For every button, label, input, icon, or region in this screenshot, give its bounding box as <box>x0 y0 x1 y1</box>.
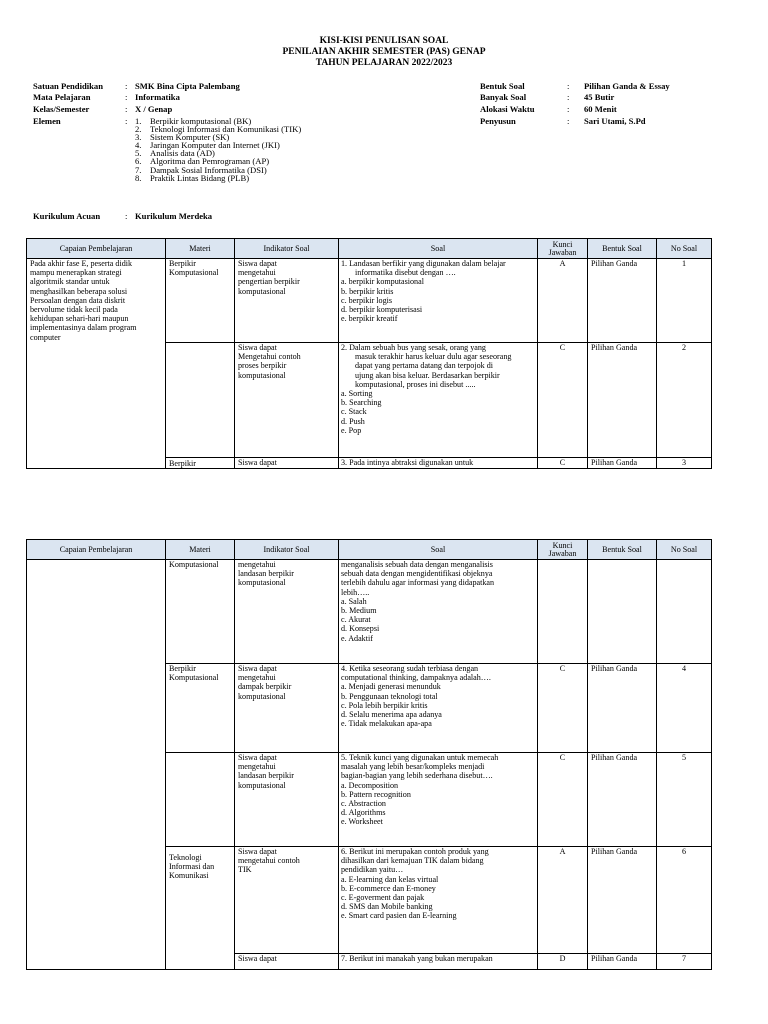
kunci-cell <box>538 560 588 664</box>
table-row <box>27 259 712 343</box>
elemen-number: 1. <box>135 116 142 126</box>
cp-cell <box>27 560 166 970</box>
soal-line: informatika disebut dengan …. <box>355 268 456 278</box>
soal-cell <box>339 259 538 343</box>
cell-line: komputasional <box>238 578 286 588</box>
cell-line: komputasional <box>238 286 286 296</box>
kunci-cell: C <box>538 753 588 847</box>
soal-line: ujung akan bisa keluar. Berdasarkan berpikir <box>355 370 500 380</box>
bentuk-cell: Pilihan Ganda <box>588 664 657 753</box>
soal-line: c. Abstraction <box>341 799 386 809</box>
col-indikator: Indikator Soal <box>235 239 339 259</box>
cell-line: Siswa dapat <box>238 458 277 467</box>
materi-cell <box>166 954 235 970</box>
elemen-text: Dampak Sosial Informatika (DSI) <box>150 164 267 175</box>
soal-line: b. Penggunaan teknologi total <box>341 691 438 701</box>
elemen-number: 5. <box>135 148 142 159</box>
meta-satuan-label: Satuan Pendidikan <box>33 81 103 91</box>
soal-line: computational thinking, dampaknya adalah…. <box>341 673 491 683</box>
soal-line: menganalisis sebuah data dengan menganalisis <box>341 560 493 569</box>
soal-cell <box>339 847 538 954</box>
cell-line: computer <box>30 332 61 342</box>
materi-cell <box>166 753 235 847</box>
soal-cell <box>339 560 538 664</box>
cell-line: Informasi dan <box>169 862 215 872</box>
soal-line: 1. Landasan berfikir yang digunakan dalam belajar <box>341 259 506 268</box>
kisi-table-1 <box>26 238 712 469</box>
bentuk-cell: Pilihan Ganda <box>588 847 657 954</box>
elemen-number: 7. <box>135 164 142 175</box>
no-cell: 1 <box>657 259 712 343</box>
soal-line: a. E-learning dan kelas virtual <box>341 874 439 884</box>
soal-line: 6. Berikut ini merupakan contoh produk yang <box>341 847 489 856</box>
soal-line: e. Pop <box>341 425 362 435</box>
cell-line: dampak berpikir <box>238 682 292 692</box>
cell-line: proses berpikir <box>238 361 287 371</box>
kunci-cell: C <box>538 458 588 469</box>
elemen-number: 6. <box>135 156 142 167</box>
soal-line: komputasional, proses ini disebut ..... <box>355 379 476 389</box>
kunci-cell: D <box>538 954 588 970</box>
soal-line: sebuah data dengan mengidentifikasi objeknya <box>341 569 493 579</box>
col-kunci: Kunci Jawaban <box>538 540 588 560</box>
soal-line: a. Salah <box>341 596 367 606</box>
meta-mapel-label: Mata Pelajaran <box>33 92 91 102</box>
indikator-cell <box>235 664 339 753</box>
cell-line: Berpikir <box>169 664 196 673</box>
soal-cell <box>339 664 538 753</box>
cell-line: kehidupan sehari-hari maupun <box>30 314 129 324</box>
no-cell: 7 <box>657 954 712 970</box>
elemen-number: 3. <box>135 132 142 143</box>
soal-cell <box>339 753 538 847</box>
kunci-cell: A <box>538 847 588 954</box>
indikator-cell <box>235 847 339 954</box>
soal-line: 7. Berikut ini manakah yang bukan merupakan <box>341 954 493 963</box>
cell-line: Komputasional <box>169 673 219 683</box>
soal-line: c. E-goverment dan pajak <box>341 893 425 903</box>
cell-line: Mengetahui contoh <box>238 352 301 362</box>
soal-line: c. berpikir logis <box>341 295 393 305</box>
soal-line: e. Tidak melakukan apa-apa <box>341 719 432 729</box>
cell-line: landasan berpikir <box>238 569 294 579</box>
kisi-table-2 <box>26 539 712 970</box>
soal-line: lebih….. <box>341 587 370 597</box>
elemen-number: 8. <box>135 172 142 183</box>
no-cell: 3 <box>657 458 712 469</box>
cell-line: komputasional <box>238 780 286 790</box>
cell-line: Siswa dapat <box>238 664 277 673</box>
cell-line: implementasinya dalam program <box>30 323 137 333</box>
cell-line: Teknologi <box>169 853 202 862</box>
soal-line: b. E-commerce dan E-money <box>341 883 436 893</box>
col-materi: Materi <box>166 540 235 560</box>
soal-line: dapat yang pertama datang dan terpojok di <box>355 361 493 371</box>
cell-line: Komunikasi <box>169 871 209 881</box>
table-header-row <box>27 239 712 259</box>
soal-line: c. Stack <box>341 407 367 417</box>
doc-title-2: PENILAIAN AKHIR SEMESTER (PAS) GENAP <box>282 47 486 57</box>
kunci-cell: A <box>538 259 588 343</box>
elemen-text: Sistem Komputer (SK) <box>150 132 230 143</box>
soal-line: e. Adaktif <box>341 633 373 643</box>
col-materi: Materi <box>166 239 235 259</box>
soal-line: d. Algorithms <box>341 808 386 818</box>
indikator-cell <box>235 753 339 847</box>
elemen-number: 2. <box>135 124 142 135</box>
meta-banyak-label: Banyak Soal <box>480 92 527 102</box>
col-no: No Soal <box>657 239 712 259</box>
cell-line: Pada akhir fase E, peserta didik <box>30 259 133 268</box>
meta-alokasi-label: Alokasi Waktu <box>480 104 535 114</box>
elemen-text: Algoritma dan Pemrograman (AP) <box>150 156 270 167</box>
cell-line: TIK <box>238 865 252 875</box>
materi-cell <box>166 560 235 664</box>
meta-kurikulum-label: Kurikulum Acuan <box>33 211 101 221</box>
soal-line: d. Push <box>341 416 365 426</box>
doc-title-1: KISI-KISI PENULISAN SOAL <box>319 36 449 46</box>
materi-cell <box>166 259 235 343</box>
no-cell: 6 <box>657 847 712 954</box>
cell-line: menghasilkan beberapa solusi <box>30 286 128 296</box>
indikator-cell <box>235 458 339 469</box>
meta-alokasi-value: 60 Menit <box>584 104 617 114</box>
cell-line: mengetahui <box>238 560 276 569</box>
elemen-text: Analisis data (AD) <box>150 148 215 159</box>
soal-line: d. Konsepsi <box>341 624 380 634</box>
soal-line: terlebih dahulu agar informasi yang didapatkan <box>341 578 495 588</box>
meta-elemen-label: Elemen <box>33 116 61 126</box>
soal-line: 2. Dalam sebuah bus yang sesak, orang yang <box>341 343 486 352</box>
meta-bentuk-value: Pilihan Ganda & Essay <box>584 81 670 91</box>
cell-line: algoritmik standar untuk <box>30 277 110 287</box>
elemen-text: Jaringan Komputer dan Internet (JKI) <box>150 140 280 151</box>
meta-right: Bentuk Soal : Pilihan Ganda & Essay Banyak Soal : 45 Butir Alokasi Waktu : 60 Menit Penyusun : Sari Utami, S.Pd <box>480 81 670 126</box>
cp-cell <box>27 259 166 469</box>
soal-line: d. berpikir komputerisasi <box>341 305 423 315</box>
col-soal: Soal <box>339 540 538 560</box>
elemen-number: 4. <box>135 140 142 151</box>
cell-line: mengetahui <box>238 762 276 772</box>
soal-line: b. Pattern recognition <box>341 789 411 799</box>
meta-left: Satuan Pendidikan : SMK Bina Cipta Palembang Mata Pelajaran : Informatika Kelas/Semester : X / Genap Elemen : Kurikulum Acuan : Kurikulum Merdeka <box>33 81 240 221</box>
cell-line: Siswa dapat <box>238 753 277 762</box>
bentuk-cell: Pilihan Ganda <box>588 458 657 469</box>
soal-cell <box>339 458 538 469</box>
no-cell: 2 <box>657 343 712 458</box>
bentuk-cell: Pilihan Ganda <box>588 343 657 458</box>
soal-cell <box>339 954 538 970</box>
cell-line: mengetahui <box>238 268 276 278</box>
bentuk-cell: Pilihan Ganda <box>588 954 657 970</box>
soal-line: dihasilkan dari kemajuan TIK dalam bidang <box>341 856 484 866</box>
soal-line: a. Menjadi generasi menunduk <box>341 682 441 692</box>
soal-line: a. Decomposition <box>341 780 399 790</box>
no-cell <box>657 560 712 664</box>
bentuk-cell: Pilihan Ganda <box>588 259 657 343</box>
soal-line: c. Pola lebih berpikir kritis <box>341 700 428 710</box>
meta-satuan-value: SMK Bina Cipta Palembang <box>135 81 240 91</box>
elemen-text: Teknologi Informasi dan Komunikasi (TIK) <box>150 124 302 135</box>
soal-line: b. berpikir kritis <box>341 286 394 296</box>
bentuk-cell: Pilihan Ganda <box>588 753 657 847</box>
cell-line: Siswa dapat <box>238 343 277 352</box>
no-cell: 5 <box>657 753 712 847</box>
col-bentuk: Bentuk Soal <box>588 239 657 259</box>
cell-line: Berpikir <box>169 259 196 268</box>
meta-mapel-value: Informatika <box>135 92 180 102</box>
no-cell: 4 <box>657 664 712 753</box>
soal-line: masuk terakhir harus keluar dulu agar seseorang <box>355 352 512 362</box>
col-indikator: Indikator Soal <box>235 540 339 560</box>
kunci-cell: C <box>538 664 588 753</box>
cell-line: komputasional <box>238 691 286 701</box>
col-capaian: Capaian Pembelajaran <box>27 239 166 259</box>
table-header-row <box>27 540 712 560</box>
soal-line: a. Sorting <box>341 389 373 399</box>
soal-line: 5. Teknik kunci yang digunakan untuk memecah <box>341 753 499 762</box>
materi-cell <box>166 458 235 469</box>
cell-line: Siswa dapat <box>238 259 277 268</box>
meta-kurikulum-value: Kurikulum Merdeka <box>135 211 213 221</box>
elemen-list <box>135 117 301 182</box>
soal-line: pendidikan yaitu… <box>341 865 404 875</box>
col-no: No Soal <box>657 540 712 560</box>
soal-line: a. berpikir komputasional <box>341 277 424 287</box>
cell-line: Berpikir <box>169 458 196 468</box>
materi-cell <box>166 343 235 458</box>
elemen-item <box>135 174 301 182</box>
kunci-cell: C <box>538 343 588 458</box>
cell-line: mengetahui <box>238 673 276 683</box>
cell-line: bervolume tidak kecil pada <box>30 305 118 315</box>
indikator-cell <box>235 259 339 343</box>
cell-line: landasan berpikir <box>238 771 294 781</box>
meta-bentuk-label: Bentuk Soal <box>480 81 525 91</box>
soal-line: 4. Ketika seseorang sudah terbiasa dengan <box>341 664 479 673</box>
cell-line: mampu menerapkan strategi <box>30 268 122 278</box>
cell-line: komputasional <box>238 370 286 380</box>
doc-title-3: TAHUN PELAJARAN 2022/2023 <box>315 58 453 68</box>
soal-line: e. Worksheet <box>341 817 383 827</box>
meta-penyusun-label: Penyusun <box>480 116 516 126</box>
cell-line: Komputasional <box>169 268 219 278</box>
soal-line: e. berpikir kreatif <box>341 314 398 324</box>
elemen-text: Praktik Lintas Bidang (PLB) <box>150 172 250 183</box>
soal-line: masalah yang lebih besar/kompleks menjadi <box>341 762 485 772</box>
cell-line: Komputasional <box>169 560 219 569</box>
materi-cell <box>166 847 235 954</box>
soal-line: e. Smart card pasien dan E-learning <box>341 911 457 921</box>
soal-line: 3. Pada intinya abtraksi digunakan untuk <box>341 458 474 467</box>
materi-cell <box>166 664 235 753</box>
elemen-text: Berpikir komputasional (BK) <box>150 116 252 126</box>
soal-line: d. Selalu menerima apa adanya <box>341 710 442 720</box>
indikator-cell <box>235 954 339 970</box>
soal-line: b. Searching <box>341 398 382 408</box>
cell-line: mengetahui contoh <box>238 856 300 866</box>
indikator-cell <box>235 560 339 664</box>
meta-penyusun-value: Sari Utami, S.Pd <box>584 116 646 126</box>
soal-cell <box>339 343 538 458</box>
meta-kelas-label: Kelas/Semester <box>33 104 90 114</box>
cell-line: pengertian berpikir <box>238 277 300 287</box>
indikator-cell <box>235 343 339 458</box>
col-soal: Soal <box>339 239 538 259</box>
meta-kelas-value: X / Genap <box>135 104 173 114</box>
meta-banyak-value: 45 Butir <box>584 92 615 102</box>
table-row <box>27 560 712 664</box>
col-kunci: Kunci Jawaban <box>538 239 588 259</box>
col-bentuk: Bentuk Soal <box>588 540 657 560</box>
cell-line: Siswa dapat <box>238 954 277 963</box>
cell-line: Persoalan dengan data diskrit <box>30 295 126 305</box>
col-capaian: Capaian Pembelajaran <box>27 540 166 560</box>
soal-line: bagian-bagian yang lebih sederhana disebut…. <box>341 771 493 781</box>
cell-line: Siswa dapat <box>238 847 277 856</box>
bentuk-cell <box>588 560 657 664</box>
soal-line: c. Akurat <box>341 615 371 625</box>
soal-line: d. SMS dan Mobile banking <box>341 902 433 912</box>
soal-line: b. Medium <box>341 606 377 616</box>
